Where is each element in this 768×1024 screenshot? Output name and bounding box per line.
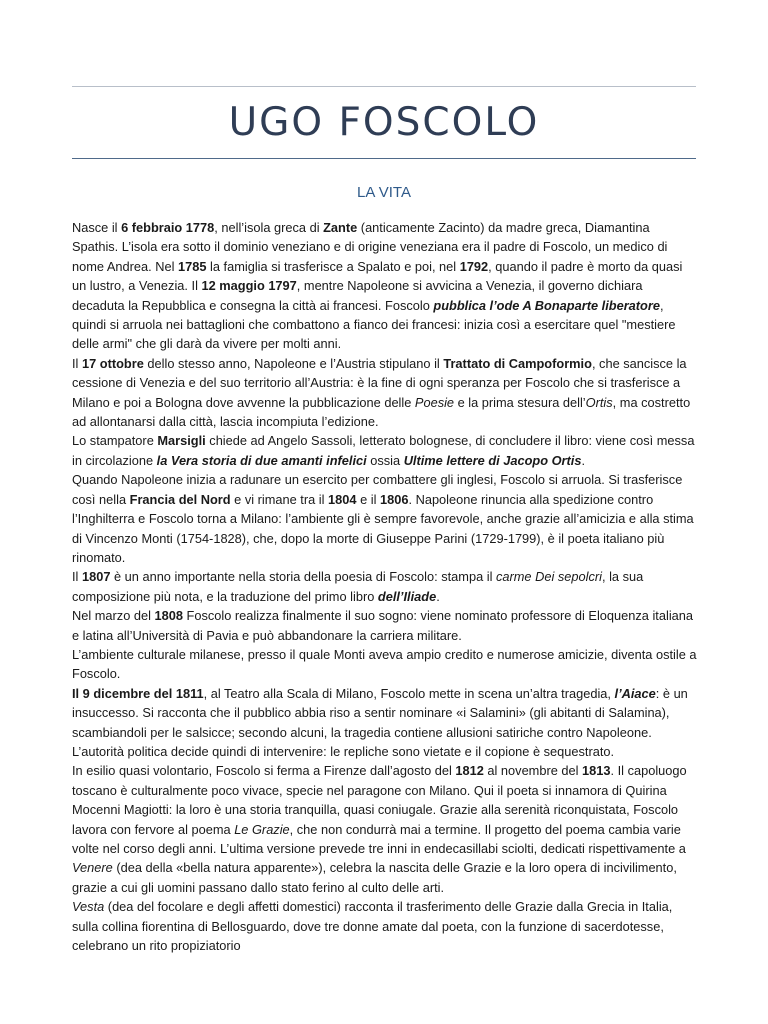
paragraph [72, 218, 698, 354]
emphasis-text: 1806 [380, 491, 409, 507]
text-run: Lo stampatore [72, 433, 158, 449]
emphasis-text: dell’Iliade [377, 588, 437, 604]
text-run: : è un insuccesso. Si racconta che il pubblico abbia riso a sentir nominare «i Salamini» (gli abitanti di Salamina), scambiandoli per le salsicce; secondo alcuni, la tragedia contiene allusioni satiriche contro Napoleone. L’autorità politica decide quindi di intervenire: le repliche sono vietate e il copione è sequestrato. [72, 685, 688, 759]
emphasis-text: Poesie [414, 394, 455, 410]
paragraph [72, 354, 698, 432]
emphasis-text: Francia del Nord [129, 491, 231, 507]
text-run: (dea della «bella natura apparente»), celebra la nascita delle Grazie e la loro opera di incivilimento, grazie a cui gli uomini passano dallo stato ferino al culto delle arti. [72, 860, 677, 895]
text-run: Nasce il [72, 220, 122, 235]
text-run: , che non condurrà mai a termine. Il progetto del poema cambia varie volte nel corso degli anni. L’ultima versione prevede tre inni in endecasillabi sciolti, dedicati rispettivamente a [72, 821, 686, 856]
emphasis-text: Marsigli [157, 433, 206, 449]
text-run: Nel marzo del [72, 608, 155, 624]
text-run: Il [72, 569, 82, 585]
text-run: L’ambiente culturale milanese, presso il quale Monti aveva ampio credito e numerose amicizie, diventa ostile a Foscolo. [72, 646, 697, 682]
emphasis-text: 12 maggio 1797 [201, 278, 297, 294]
text-run: , mentre Napoleone si avvicina a Venezia, il governo dichiara decaduta la Repubblica e consegna la città ai francesi. Foscolo [72, 278, 643, 313]
emphasis-text: 1813 [582, 763, 611, 779]
section-heading: LA VITA [357, 184, 411, 201]
text-run: (dea del focolare e degli affetti domestici) racconta il trasferimento delle Grazie dalla Grecia in Italia, sulla collina fiorentina di Bellosguardo, dove tre donne amate dal poeta, con la funzione di sacerdotesse, celebrano un rito propiziatorio [72, 899, 673, 954]
text-run: . [581, 452, 586, 468]
text-run: Il [72, 355, 82, 371]
text-run: (anticamente Zacinto) da madre greca, Diamantina Spathis. L’isola era sotto il dominio veneziano e di origine veneziana era il padre di Foscolo, un medico di nome Andrea. Nel [72, 220, 668, 274]
emphasis-text: 1785 [178, 258, 207, 274]
text-run: ossia [366, 452, 404, 468]
text-run: la famiglia si trasferisce a Spalato e poi, nel [206, 258, 460, 274]
document-title: UGO FOSCOLO [228, 100, 540, 145]
emphasis-text: Il 9 dicembre del 1811 [72, 685, 204, 701]
emphasis-text: 17 ottobre [81, 355, 144, 371]
emphasis-text: 1808 [154, 608, 183, 624]
body-text [72, 218, 698, 955]
text-run: Quando Napoleone inizia a radunare un esercito per combattere gli inglesi, Foscolo si arruola. Si trasferisce così nella [72, 472, 683, 507]
text-run: , al Teatro alla Scala di Milano, Foscolo mette in scena un’altra tragedia, [203, 685, 615, 701]
text-run: , quando il padre è morto da quasi un lustro, a Venezia. Il [72, 258, 683, 294]
text-run: al novembre del [483, 763, 583, 779]
text-run: . [436, 588, 440, 604]
emphasis-text: pubblica l’ode A Bonaparte liberatore [433, 297, 660, 313]
text-run: Foscolo realizza finalmente il suo sogno: viene nominato professore di Eloquenza italiana e latina all’Università di Pavia e può abbandonare la carriera militare. [72, 608, 694, 643]
emphasis-text: la Vera storia di due amanti infelici [156, 452, 367, 468]
text-run: , nell’isola greca di [214, 220, 324, 235]
emphasis-text: Le Grazie [234, 821, 290, 837]
paragraph [72, 645, 698, 684]
emphasis-text: l’Aiace [614, 685, 656, 701]
paragraph [72, 431, 698, 470]
text-run: è un anno importante nella storia della poesia di Foscolo: stampa il [110, 569, 496, 585]
emphasis-text: Ultime lettere di Jacopo Ortis [403, 452, 582, 468]
text-run: , che sancisce la cessione di Venezia e del suo territorio all’Austria: è la fine di ogni speranza per Foscolo che si trasferisce a Milano e poi a Bologna dove avvenne la pubblicazione delle [72, 355, 687, 410]
emphasis-text: 6 febbraio 1778 [121, 220, 215, 235]
text-run: In esilio quasi volontario, Foscolo si ferma a Firenze dall’agosto del [72, 763, 456, 779]
paragraph [72, 684, 698, 762]
text-run: e la prima stesura dell’ [454, 394, 586, 410]
paragraph [72, 897, 698, 955]
emphasis-text: 1812 [455, 763, 484, 779]
emphasis-text: carme Dei sepolcri [496, 569, 602, 585]
paragraph [72, 567, 698, 606]
emphasis-text: Venere [72, 860, 113, 876]
emphasis-text: Vesta [72, 899, 105, 915]
paragraph [72, 606, 698, 645]
text-run: dello stesso anno, Napoleone e l’Austria stipulano il [143, 355, 444, 371]
emphasis-text: 1804 [328, 491, 357, 507]
text-run: e il [356, 491, 380, 507]
emphasis-text: Ortis [585, 394, 613, 410]
text-run: , quindi si arruola nei battaglioni che combattono a fianco dei francesi: inizia così a esercitare quel "mestiere delle armi" che gli darà da vivere per molti anni. [72, 297, 676, 352]
text-run: . Il capoluogo toscano è culturalmente poco vivace, specie nel paragone con Milano. Qui il poeta si innamora di Quirina Mocenni Magiotti: la loro è una storia tranquilla, quasi coniugale. Grazie alla serenità riconquistata, Foscolo lavora con fervore al poema [72, 763, 687, 837]
title-top-rule [72, 86, 696, 87]
text-run: . Napoleone rinuncia alla spedizione contro l’Inghilterra e Foscolo torna a Milano: l’ambiente gli è sempre favorevole, anche grazie all’amicizia e alla stima di Vincenzo Monti (1754-1828), che, dopo la morte di Giuseppe Parini (1729-1799), è il poeta italiano più rinomato. [72, 491, 694, 565]
text-run: , ma costretto ad allontanarsi dalla città, lascia incompiuta l’edizione. [72, 394, 691, 430]
title-bottom-rule [72, 158, 696, 159]
emphasis-text: 1807 [81, 569, 111, 585]
emphasis-text: Trattato di Campoformio [443, 355, 592, 371]
paragraph [72, 470, 698, 567]
paragraph [72, 761, 698, 897]
text-run: e vi rimane tra il [230, 491, 329, 507]
emphasis-text: Zante [323, 220, 358, 235]
emphasis-text: 1792 [459, 258, 489, 274]
text-run: chiede ad Angelo Sassoli, letterato bolognese, di concludere il libro: viene così messa in circolazione [72, 433, 695, 468]
text-run: , la sua composizione più nota, e la traduzione del primo libro [72, 569, 644, 604]
